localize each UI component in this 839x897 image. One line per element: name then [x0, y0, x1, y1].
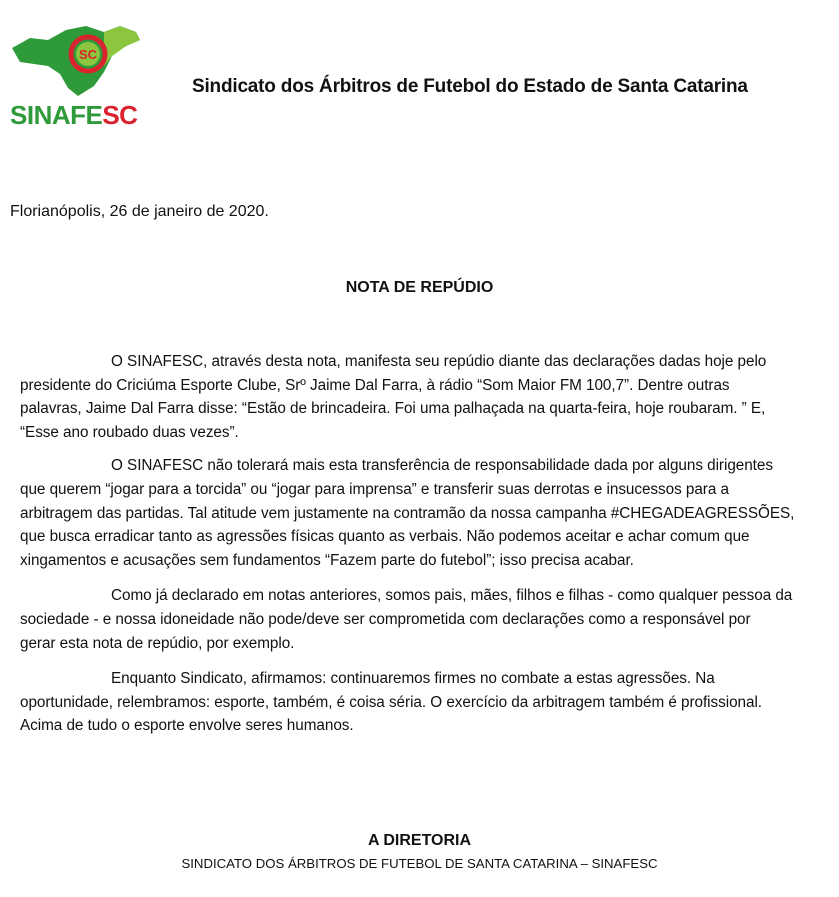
paragraph-line: que busca erradicar tanto as agressões físicas quanto as verbais. Não podemos aceitar e achar comum que: [20, 528, 750, 546]
paragraph-line: O SINAFESC não tolerará mais esta transferência de responsabilidade dada por alguns dirigentes: [111, 457, 773, 475]
paragraph: [20, 584, 832, 655]
signature-title: A DIRETORIA: [367, 832, 472, 849]
paragraph-line: que querem “jogar para a torcida” ou “jogar para imprensa” e transferir suas derrotas e insucessos para a: [20, 480, 729, 498]
paragraph-line: palavras, Jaime Dal Farra disse: “Estão de brincadeira. Foi uma palhaçada na quarta-feira, hoje roubaram. ” E,: [20, 400, 766, 418]
logo-badge-text: SC: [78, 47, 98, 62]
logo-wordmark-green: SINAFE: [10, 100, 103, 130]
paragraph: [20, 350, 832, 444]
paragraph-line: presidente do Criciúma Esporte Clube, Srº Jaime Dal Farra, à rádio “Som Maior FM 100,7”. Dentre outras: [20, 376, 730, 394]
paragraph-line: arbitragem das partidas. Tal atitude vem justamente na contramão da nossa campanha #CHEGADEAGRESSÕES,: [20, 504, 795, 522]
signature-subtitle: SINDICATO DOS ÁRBITROS DE FUTEBOL DE SANTA CATARINA – SINAFESC: [181, 856, 658, 871]
paragraph-line: oportunidade, relembramos: esporte, também, é coisa séria. O exercício da arbitragem também é profissional.: [20, 693, 762, 711]
paragraph-line: xingamentos e acusações sem fundamentos “Fazem parte do futebol”; isso precisa acabar.: [20, 551, 634, 569]
place-date: Florianópolis, 26 de janeiro de 2020.: [10, 203, 269, 220]
paragraph: [20, 454, 832, 572]
document-title: NOTA DE REPÚDIO: [345, 279, 494, 296]
paragraph-line: Como já declarado em notas anteriores, somos pais, mães, filhos e filhas - como qualquer pessoa da: [111, 587, 793, 605]
paragraph-line: sociedade - e nossa idoneidade não pode/deve ser comprometida com declarações como a responsável por: [20, 610, 751, 628]
paragraph-line: “Esse ano roubado duas vezes”.: [20, 423, 239, 441]
document-body: [20, 350, 832, 738]
paragraph-line: gerar esta nota de repúdio, por exemplo.: [20, 634, 295, 652]
paragraph-line: Enquanto Sindicato, afirmamos: continuaremos firmes no combate a estas agressões. Na: [111, 670, 715, 688]
logo-wordmark-red: SC: [102, 100, 138, 130]
paragraph: [20, 667, 832, 738]
paragraph-line: O SINAFESC, através desta nota, manifesta seu repúdio diante das declarações dadas hoje pelo: [111, 353, 767, 370]
paragraph-line: Acima de tudo o esporte envolve seres humanos.: [20, 717, 354, 735]
org-title: Sindicato dos Árbitros de Futebol do Estado de Santa Catarina: [192, 76, 748, 97]
logo-wordmark: [10, 100, 137, 130]
